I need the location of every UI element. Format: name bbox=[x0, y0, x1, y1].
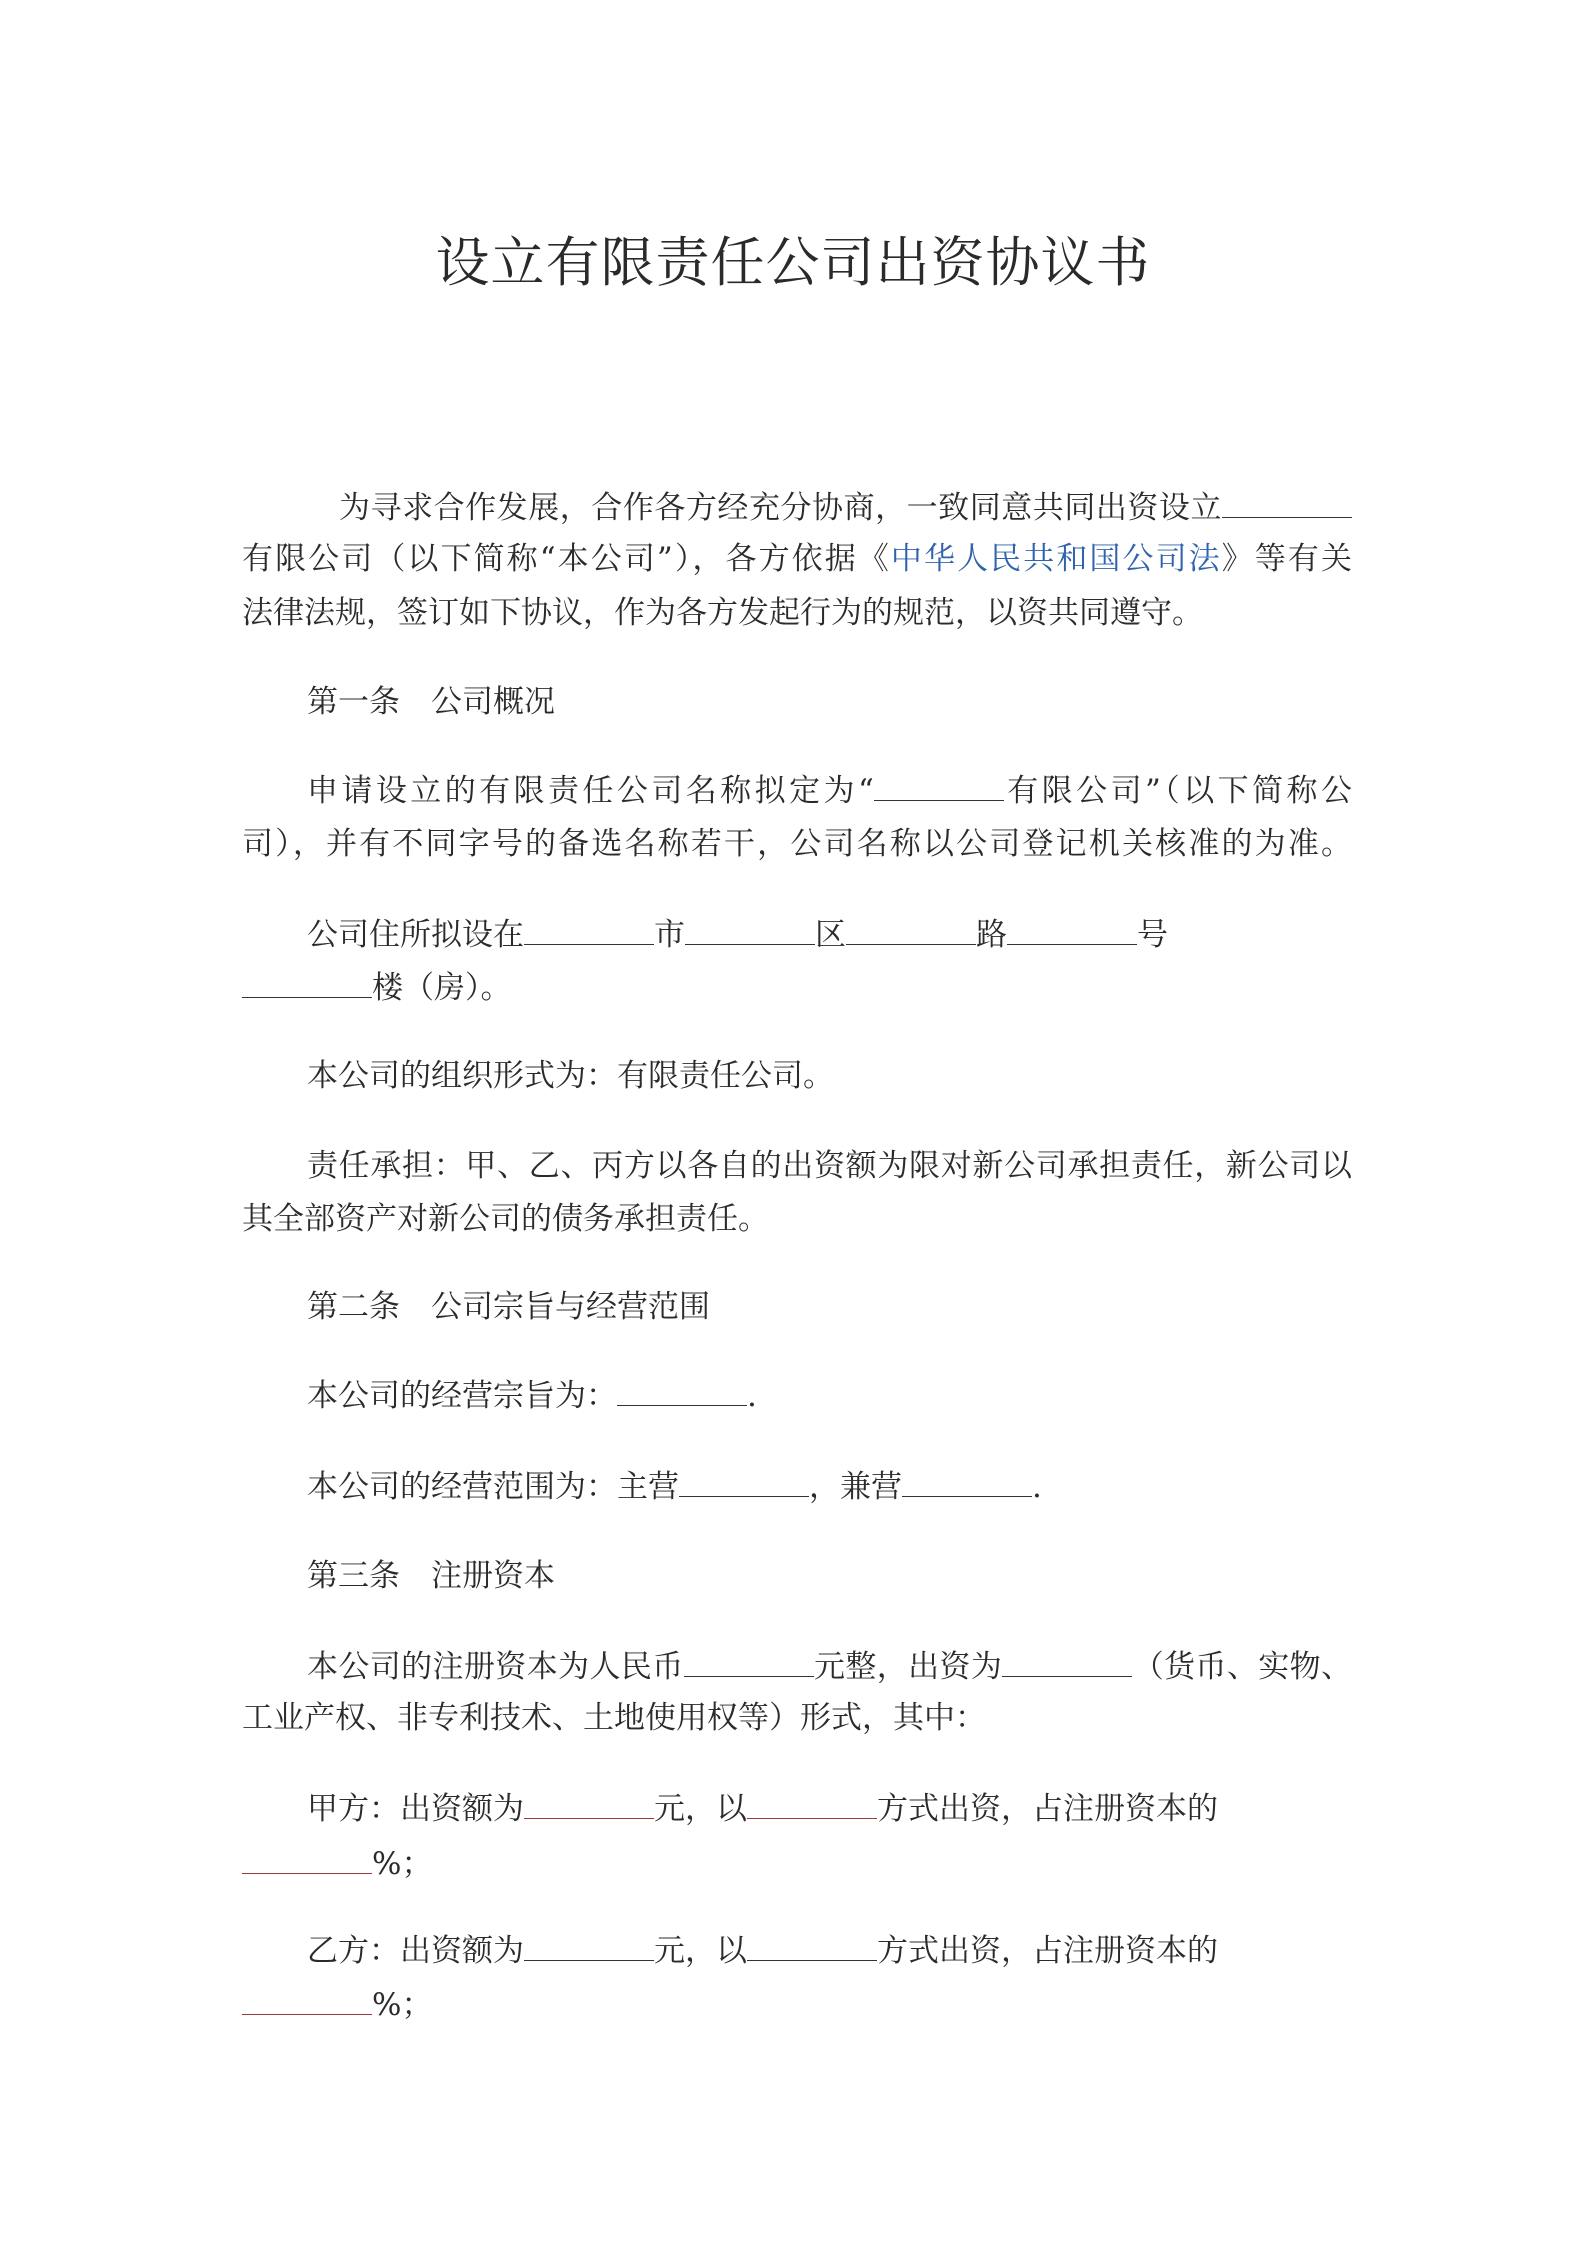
line-text: 方式出资，占注册资本的 bbox=[877, 1933, 1218, 1969]
line-text: 乙方：出资额为 bbox=[307, 1933, 524, 1969]
line-text: 路 bbox=[976, 917, 1007, 953]
document-line bbox=[307, 909, 1352, 961]
document-line bbox=[242, 1979, 1352, 2031]
line-text: 责任承担：甲、乙、丙方以各自的出资额为限对新公司承担责任，新公司以 bbox=[307, 1148, 1352, 1184]
document-line bbox=[242, 818, 1352, 870]
line-text: . bbox=[1032, 1469, 1042, 1505]
document-line bbox=[242, 533, 1352, 585]
line-text: %； bbox=[372, 1987, 433, 2023]
document-line bbox=[307, 1050, 1352, 1102]
fill-in-blank[interactable] bbox=[242, 1988, 372, 2015]
line-text: . bbox=[747, 1378, 757, 1414]
document-line bbox=[307, 1461, 1352, 1513]
document-line bbox=[307, 1281, 1352, 1333]
fill-in-blank[interactable] bbox=[242, 971, 372, 998]
line-text: 有限公司”（以下简称公 bbox=[1003, 773, 1352, 809]
document-line bbox=[242, 1692, 1352, 1744]
fill-in-blank[interactable] bbox=[524, 1792, 654, 1819]
line-text: ，兼营 bbox=[809, 1469, 902, 1505]
line-text: 有限公司（以下简称“本公司”），各方依据《 bbox=[242, 541, 891, 577]
line-text: 区 bbox=[815, 917, 846, 953]
document-line bbox=[242, 1838, 1352, 1890]
line-text: 方式出资，占注册资本的 bbox=[877, 1791, 1218, 1827]
line-text: 其全部资产对新公司的债务承担责任。 bbox=[242, 1201, 769, 1237]
fill-in-blank[interactable] bbox=[1002, 1650, 1132, 1677]
document-line bbox=[242, 1193, 1352, 1245]
fill-in-blank[interactable] bbox=[685, 918, 815, 945]
fill-in-blank[interactable] bbox=[524, 1934, 654, 1961]
fill-in-blank[interactable] bbox=[1222, 491, 1352, 518]
document-line bbox=[307, 676, 1352, 728]
document-line bbox=[307, 1783, 1352, 1835]
fill-in-blank[interactable] bbox=[747, 1792, 877, 1819]
fill-in-blank[interactable] bbox=[684, 1650, 814, 1677]
line-text: 第三条 注册资本 bbox=[307, 1558, 555, 1594]
line-text: （货币、实物、 bbox=[1132, 1649, 1353, 1685]
document-line bbox=[307, 1140, 1352, 1192]
line-text: 公司住所拟设在 bbox=[307, 917, 524, 953]
line-text: 本公司的注册资本为人民币 bbox=[307, 1649, 684, 1685]
document-line bbox=[242, 587, 1352, 639]
document-line bbox=[242, 962, 1352, 1014]
line-text: 元，以 bbox=[654, 1791, 747, 1827]
line-text: 工业产权、非专利技术、土地使用权等）形式，其中： bbox=[242, 1700, 986, 1736]
document-line bbox=[307, 1370, 1352, 1422]
line-text: 元，以 bbox=[654, 1933, 747, 1969]
document-line bbox=[307, 1641, 1352, 1693]
fill-in-blank[interactable] bbox=[1007, 918, 1137, 945]
line-text: 为寻求合作发展，合作各方经充分协商，一致同意共同出资设立 bbox=[339, 490, 1222, 526]
document-line bbox=[307, 1925, 1352, 1977]
line-text: 法律法规，签订如下协议，作为各方发起行为的规范，以资共同遵守。 bbox=[242, 595, 1203, 631]
company-law-link[interactable]: 中华人民共和国公司法 bbox=[890, 541, 1222, 577]
line-text: 本公司的经营范围为：主营 bbox=[307, 1469, 679, 1505]
line-text: %； bbox=[372, 1846, 433, 1882]
line-text: 本公司的经营宗旨为： bbox=[307, 1378, 617, 1414]
document-line bbox=[339, 482, 1352, 534]
fill-in-blank[interactable] bbox=[846, 918, 976, 945]
line-text: 》等有关 bbox=[1221, 541, 1352, 577]
fill-in-blank[interactable] bbox=[747, 1934, 877, 1961]
fill-in-blank[interactable] bbox=[242, 1847, 372, 1874]
fill-in-blank[interactable] bbox=[524, 918, 654, 945]
document-line bbox=[307, 1550, 1352, 1602]
line-text: 第二条 公司宗旨与经营范围 bbox=[307, 1289, 710, 1325]
fill-in-blank[interactable] bbox=[679, 1470, 809, 1497]
line-text: 元整，出资为 bbox=[813, 1649, 1003, 1685]
document-title: 设立有限责任公司出资协议书 bbox=[435, 231, 1151, 294]
document-line bbox=[307, 765, 1352, 817]
line-text: 司），并有不同字号的备选名称若干，公司名称以公司登记机关核准的为准。 bbox=[242, 826, 1352, 862]
fill-in-blank[interactable] bbox=[874, 774, 1004, 801]
fill-in-blank[interactable] bbox=[902, 1470, 1032, 1497]
line-text: 甲方：出资额为 bbox=[307, 1791, 524, 1827]
line-text: 本公司的组织形式为：有限责任公司。 bbox=[307, 1058, 834, 1094]
line-text: 市 bbox=[654, 917, 685, 953]
line-text: 申请设立的有限责任公司名称拟定为“ bbox=[307, 773, 874, 809]
line-text: 楼（房）。 bbox=[372, 970, 512, 1006]
line-text: 第一条 公司概况 bbox=[307, 684, 555, 720]
fill-in-blank[interactable] bbox=[617, 1379, 747, 1406]
line-text: 号 bbox=[1137, 917, 1168, 953]
